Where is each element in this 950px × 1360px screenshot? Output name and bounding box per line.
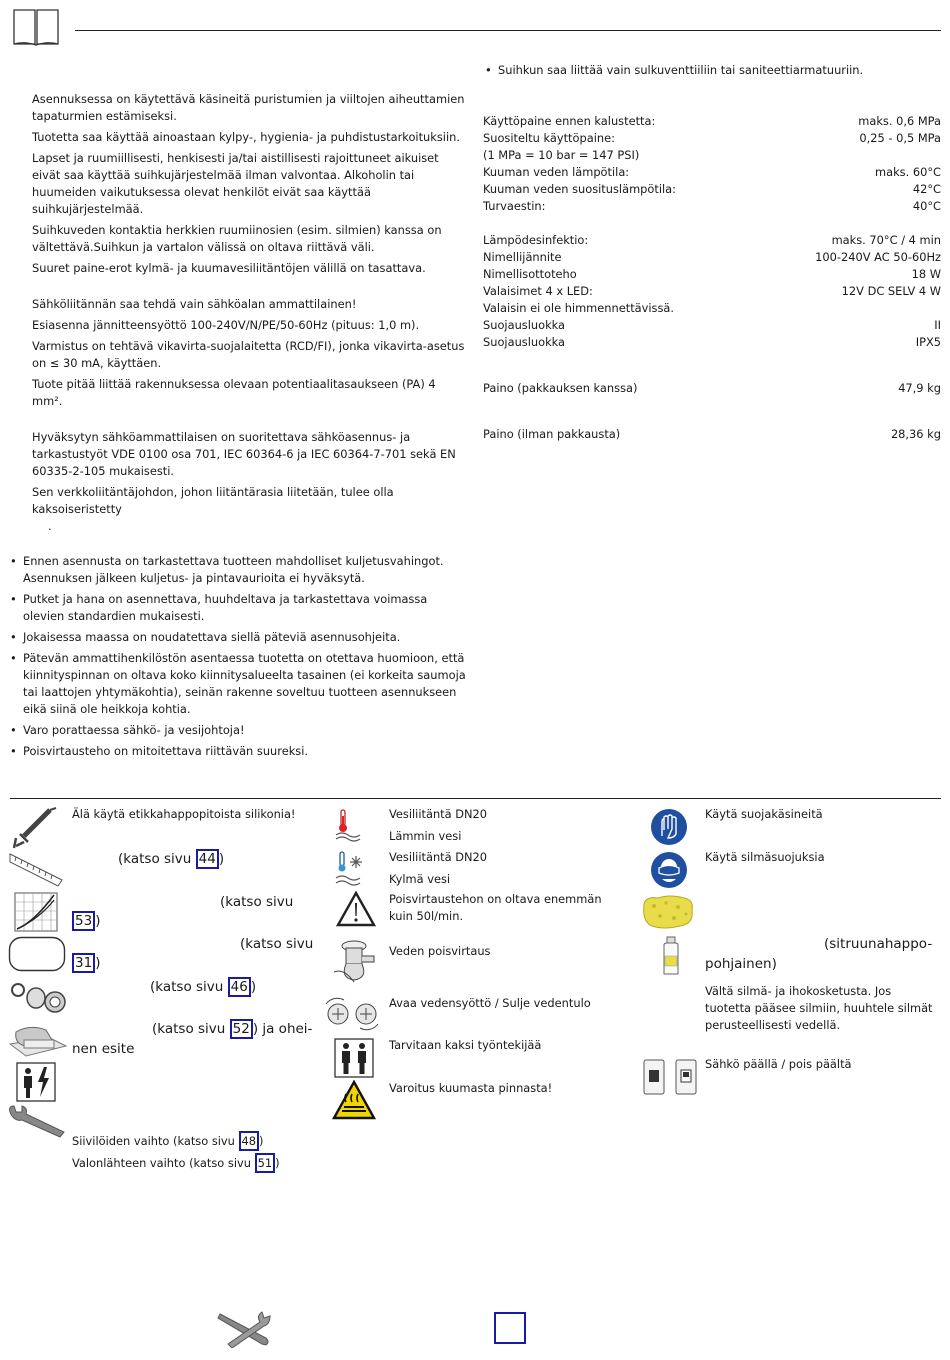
page-ref-link[interactable]: 31 <box>72 953 95 973</box>
hot-water-label: Lämmin vesi <box>389 829 462 843</box>
gloves-icon <box>650 808 688 846</box>
paragraph: Asennuksessa on käytettävä käsineitä puristumien ja viiltojen aiheuttamien tapaturmien estämiseksi. <box>32 92 465 123</box>
gloves-label: Käytä suojakäsineitä <box>705 807 823 821</box>
rounded-rect-ref-pre: (katso sivu <box>240 936 314 952</box>
fittings-reference: (katso sivu 46 ) <box>150 979 257 995</box>
list-item: • Poisvirtausteho on mitoitettava riittävän suureksi. <box>9 743 467 760</box>
ruler-icon <box>8 850 64 888</box>
weight-unpacked: Paino (ilman pakkausta) 28,36 kg <box>483 427 941 441</box>
page-ref-link[interactable]: 51 <box>255 1153 276 1173</box>
goggles-icon <box>650 851 688 889</box>
valve-label: Avaa vedensyöttö / Sulje vedentulo <box>389 996 591 1010</box>
weight-packed: Paino (pakkauksen kanssa) 47,9 kg <box>483 381 941 395</box>
electrical-notes <box>32 296 468 414</box>
manual-book-icon <box>12 7 60 47</box>
cold-water-label: Kylmä vesi <box>389 872 451 886</box>
spec-row: Turvaestin: 40°C <box>483 199 941 213</box>
fittings-icon <box>8 978 68 1014</box>
cold-water-icon <box>332 850 368 888</box>
flow-diagram-ref-pre: (katso sivu <box>220 894 294 910</box>
page-ref-link[interactable]: 46 <box>228 977 251 997</box>
paragraph: Esiasenna jännitteensyöttö 100-240V/N/PE/50-60Hz (pituus: 1,0 m). <box>32 318 420 332</box>
spec-row: Valaisimet 4 x LED: 12V DC SELV 4 W <box>483 284 941 298</box>
spec-row: Suojausluokka IPX5 <box>483 335 941 349</box>
paragraph: Sen verkkoliitäntäjohdon, johon liitäntärasia liitetään, tulee olla kaksoiseristetty <box>32 485 394 516</box>
power-switch-icon <box>640 1056 700 1098</box>
dimensions-reference: (katso sivu 44 ) <box>118 851 225 867</box>
paragraph: . <box>48 519 52 533</box>
cleaning-hand-icon <box>6 1018 68 1060</box>
list-item: • Pätevän ammattihenkilöstön asentaessa tuotetta on otettava huomioon, että kiinnityspinnan on oltava koko kiinnitysalueelta tasainen (ei korkeita saumoja tai laattojen yhtymäkohtia), seinän rakenne soveltuu tuotteen asennukseen eikä siinä ole heikkoja kohtia. <box>9 650 467 718</box>
spec-row: Valaisin ei ole himmennettävissä. <box>483 301 675 315</box>
tools-icon <box>216 1308 274 1348</box>
flow-rate-warning: Poisvirtaustehon on oltava enemmän kuin 50l/min. <box>389 892 602 923</box>
list-item: • Suihkun saa liittää vain sulkuventtiiliin tai saniteettiarmatuuriin. <box>484 62 939 79</box>
flow-diagram-reference: 53 ) <box>72 911 100 931</box>
wrench-icon <box>6 1104 68 1138</box>
page-ref-link[interactable]: 44 <box>196 849 219 869</box>
paragraph: Varmistus on tehtävä vikavirta-suojalaitetta (RCD/FI), jonka vikavirta-asetus on ≤ 30 mA, käyttäen. <box>32 339 465 370</box>
drain-icon <box>332 938 376 986</box>
spec-row: Nimellisottoteho 18 W <box>483 267 941 281</box>
safety-notes <box>32 91 468 281</box>
citric-label-2: pohjainen) <box>705 956 777 972</box>
cleaning-reference-cont: nen esite <box>72 1041 135 1057</box>
page-number-box <box>494 1312 526 1344</box>
list-item: • Varo porattaessa sähkö- ja vesijohtoja! <box>9 722 467 739</box>
technical-data-1 <box>483 113 941 215</box>
two-persons-icon <box>334 1038 374 1078</box>
cleaning-reference: (katso sivu 52 ) ja ohei- <box>152 1021 313 1037</box>
header-rule <box>75 30 941 31</box>
drain-label: Veden poisvirtaus <box>389 944 491 958</box>
spec-row: Käyttöpaine ennen kalustetta: maks. 0,6 MPa <box>483 114 941 128</box>
two-workers-label: Tarvitaan kaksi työntekijää <box>389 1038 542 1052</box>
section-rule <box>10 798 941 799</box>
spec-row: Nimellijännite 100-240V AC 50-60Hz <box>483 250 941 264</box>
rounded-rect-reference: 31 ) <box>72 953 100 973</box>
list-item: • Jokaisessa maassa on noudatettava siellä päteviä asennusohjeita. <box>9 629 467 646</box>
light-reference: Valonlähteen vaihto (katso sivu 51 ) <box>72 1153 280 1173</box>
spec-row: (1 MPa = 10 bar = 147 PSI) <box>483 148 640 162</box>
page-ref-link[interactable]: 48 <box>239 1131 260 1151</box>
spec-row: Lämpödesinfektio: maks. 70°C / 4 min <box>483 233 941 247</box>
power-label: Sähkö päällä / pois päältä <box>705 1057 852 1071</box>
paragraph: Sähköliitännän saa tehdä vain sähköalan ammattilainen! <box>32 297 357 311</box>
spec-row: Kuuman veden suosituslämpötila: 42°C <box>483 182 941 196</box>
connection-note <box>484 62 939 83</box>
flow-diagram-icon <box>14 892 58 932</box>
hot-surface-icon <box>332 1080 376 1120</box>
page-ref-link[interactable]: 52 <box>230 1019 253 1039</box>
valve-open-close-icon <box>324 996 382 1032</box>
paragraph: Suihkuveden kontaktia herkkien ruumiinosien (esim. silmien) kanssa on vältettävä.Suihkun ja vartalon välissä on oltava riittävä väli. <box>32 223 442 254</box>
list-item: • Putket ja hana on asennettava, huuhdeltava ja tarkastettava voimassa olevien standardien mukaisesti. <box>9 591 467 625</box>
paragraph: Suuret paine-erot kylmä- ja kuumavesiliitäntöjen välillä on tasattava. <box>32 261 426 275</box>
paragraph: Tuote pitää liittää rakennuksessa olevaan potentiaalitasaukseen (PA) 4 mm². <box>32 377 436 408</box>
hot-surface-label: Varoitus kuumasta pinnasta! <box>389 1081 553 1095</box>
goggles-label: Käytä silmäsuojuksia <box>705 850 825 864</box>
paragraph: Hyväksytyn sähköammattilaisen on suoritettava sähköasennus- ja tarkastustyöt VDE 0100 osa 701, IEC 60364-6 ja IEC 60364-7-701 sekä EN 60335-2-105 mukaisesti. <box>32 430 456 478</box>
hot-water-icon <box>332 808 366 842</box>
rounded-rect-icon <box>8 936 66 972</box>
certification-notes <box>32 429 468 535</box>
silicone-gun-icon <box>10 806 58 850</box>
eye-contact-warning: Vältä silmä- ja ihokosketusta. Jos tuotetta pääsee silmiin, huuhtele silmät perusteellisesti vedellä. <box>705 984 933 1032</box>
paragraph: Lapset ja ruumiillisesti, henkisesti ja/tai aistillisesti rajoittuneet aikuiset eivät saa käyttää suihkujärjestelmää ilman valvontaa. Alkoholin tai huumeiden vaikutuksessa olevat henkilöt eivät saa käyttää suihkujärjestelmää. <box>32 151 439 216</box>
list-item: • Ennen asennusta on tarkastettava tuotteen mahdolliset kuljetusvahingot. Asennuksen jälkeen kuljetus- ja pintavaurioita ei hyväksytä. <box>9 553 467 587</box>
sponge-icon <box>640 894 696 930</box>
spec-row: Kuuman veden lämpötila: maks. 60°C <box>483 165 941 179</box>
electrician-icon <box>16 1062 56 1102</box>
page-ref-link[interactable]: 53 <box>72 911 95 931</box>
hot-connection-label: Vesiliitäntä DN20 <box>389 807 488 821</box>
filters-reference: Siivilöiden vaihto (katso sivu 48 ) <box>72 1131 263 1151</box>
spec-row: Suojausluokka II <box>483 318 941 332</box>
spec-row: Suositeltu käyttöpaine: 0,25 - 0,5 MPa <box>483 131 941 145</box>
installation-notes <box>9 553 467 764</box>
detergent-bottle-icon <box>660 936 682 976</box>
paragraph: Tuotetta saa käyttää ainoastaan kylpy-, hygienia- ja puhdistustarkoituksiin. <box>32 130 460 144</box>
cold-connection-label: Vesiliitäntä DN20 <box>389 850 488 864</box>
silicone-warning: Älä käytä etikkahappopitoista silikonia! <box>72 807 296 821</box>
citric-label-1: (sitruunahappo- <box>824 936 933 952</box>
warning-triangle-icon <box>336 891 376 927</box>
technical-data-2 <box>483 232 941 351</box>
